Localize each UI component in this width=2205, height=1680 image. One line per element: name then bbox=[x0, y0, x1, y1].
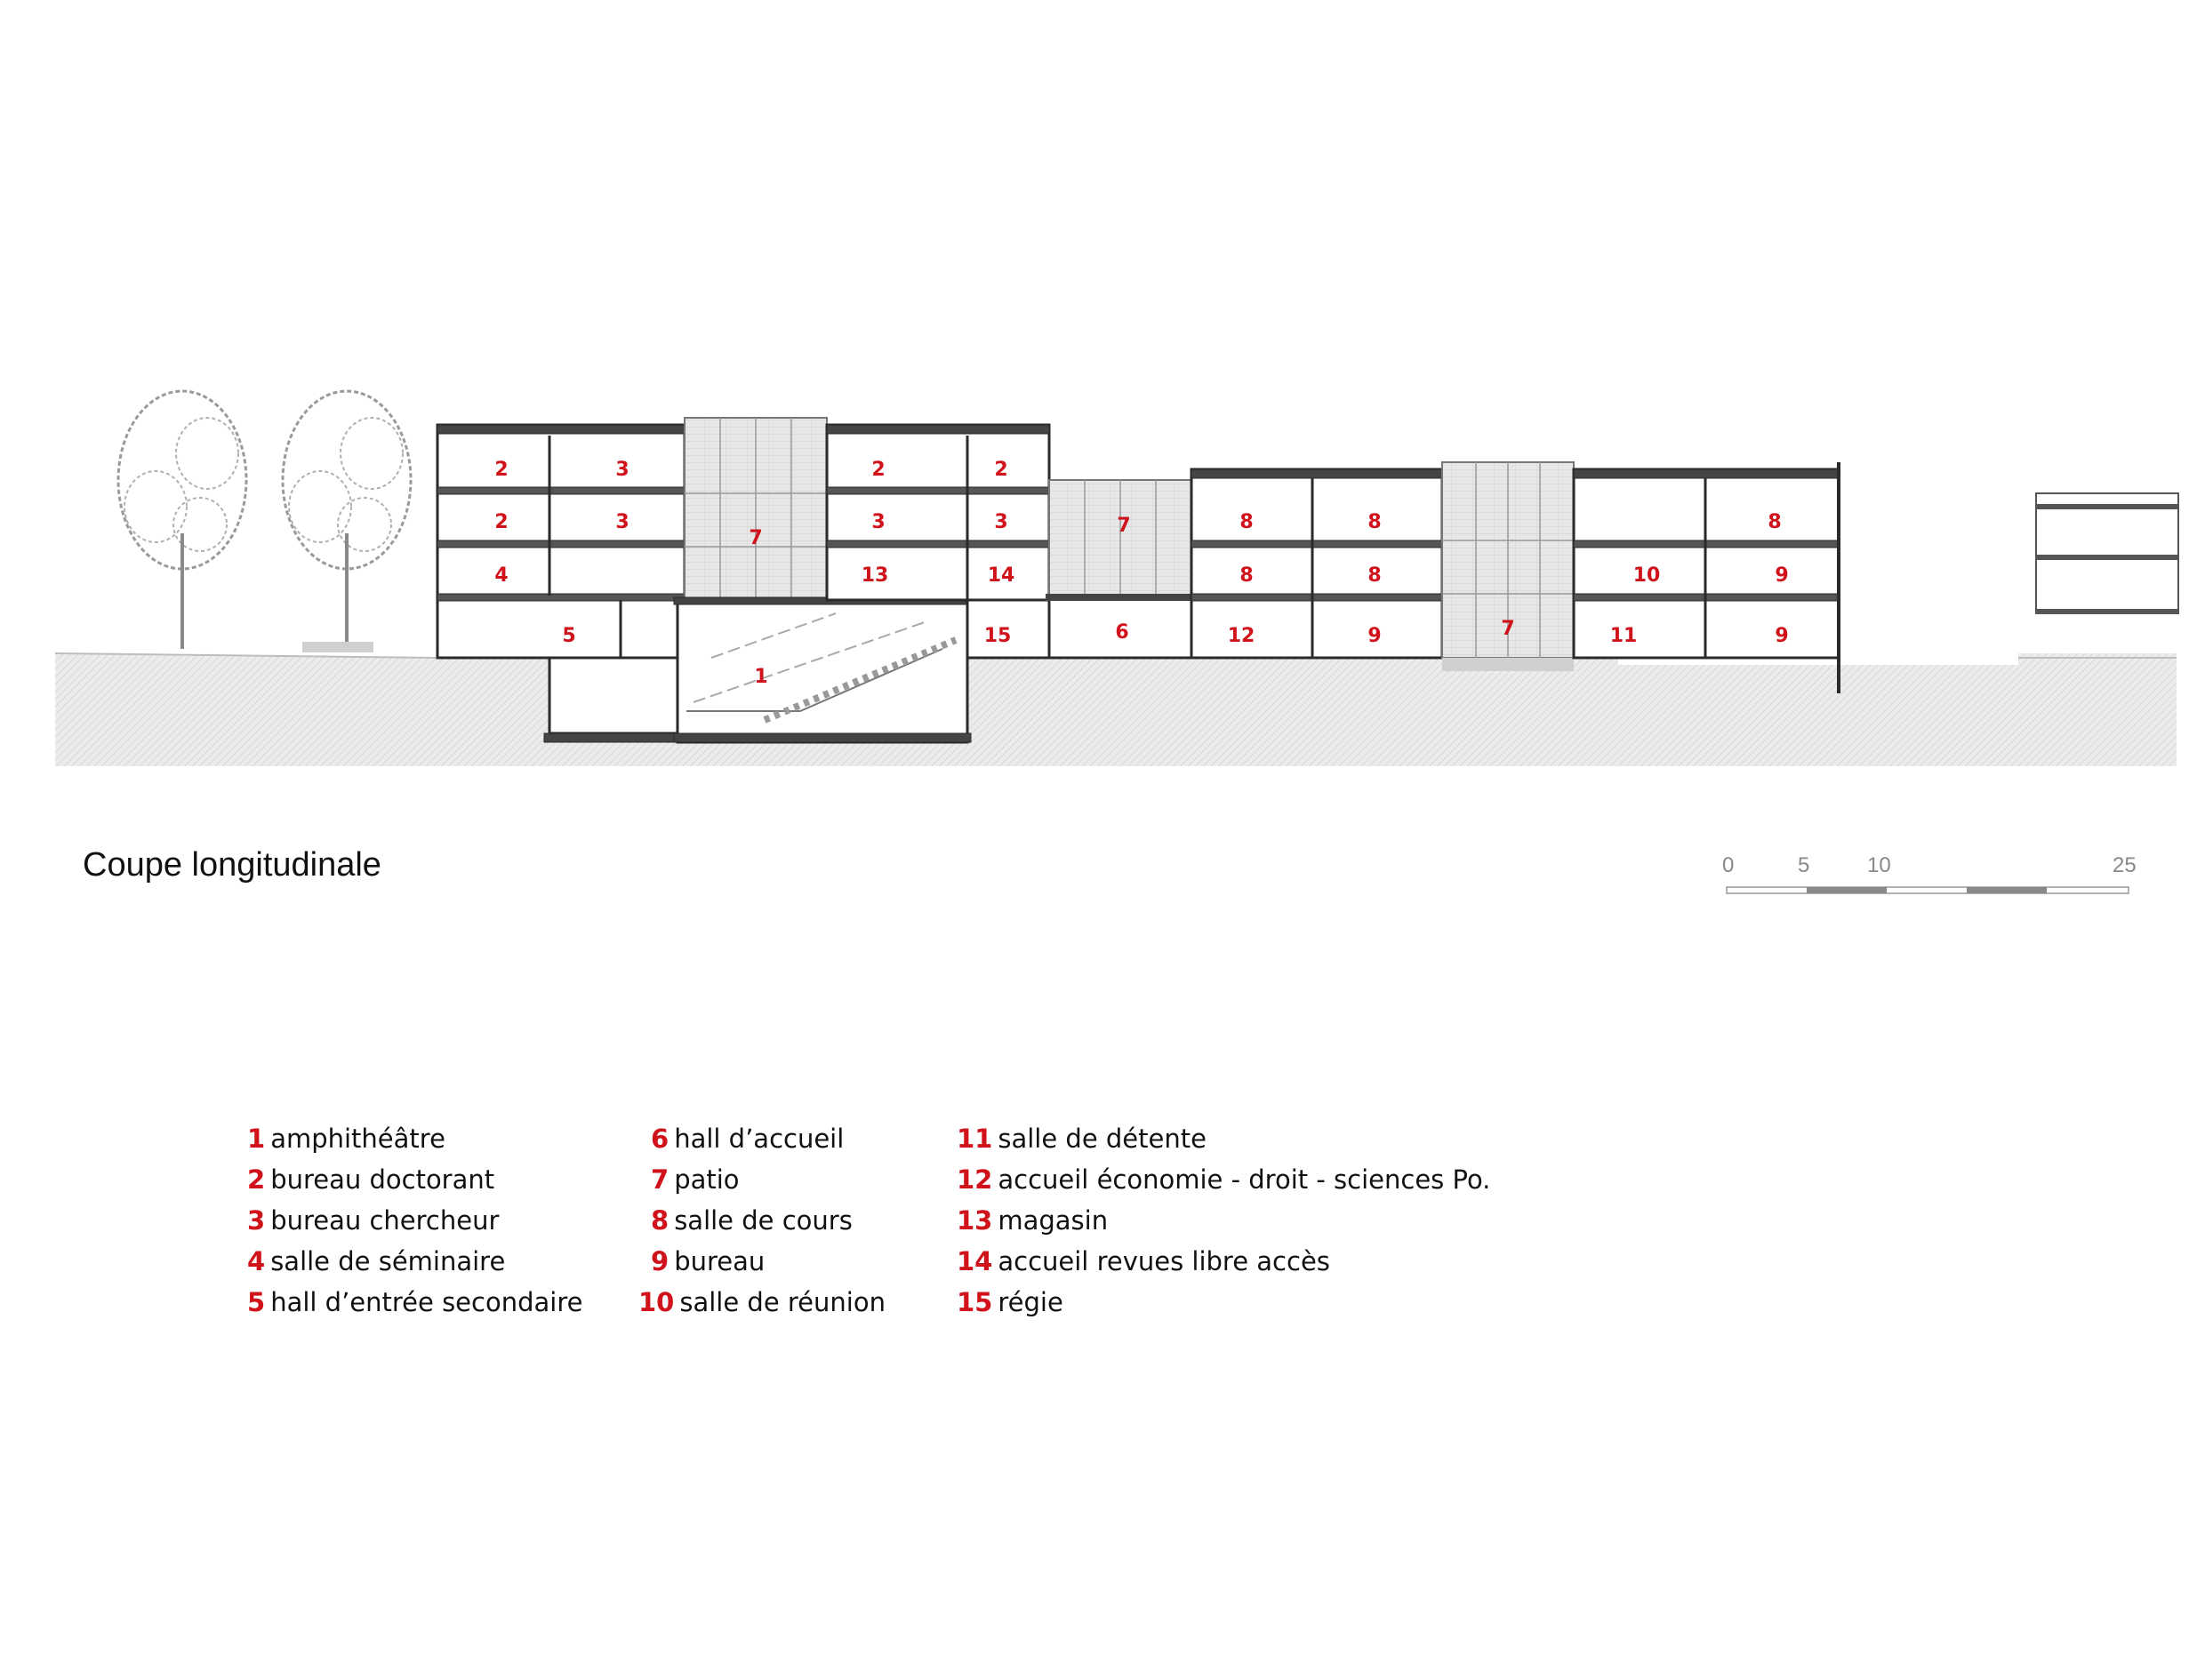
room-tag: 3 bbox=[615, 511, 629, 533]
room-tag: 6 bbox=[1115, 621, 1129, 644]
room-tag: 3 bbox=[871, 511, 886, 533]
room-tag: 15 bbox=[983, 625, 1012, 647]
legend-item: 10 salle de réunion bbox=[638, 1287, 886, 1317]
room-tag: 10 bbox=[1632, 564, 1661, 587]
legend-item: 7 patio bbox=[651, 1164, 740, 1195]
legend-item: 11 salle de détente bbox=[957, 1124, 1207, 1154]
room-tag: 8 bbox=[1367, 511, 1382, 533]
room-tag: 12 bbox=[1227, 625, 1255, 647]
legend-item: 12 accueil économie - droit - sciences Po. bbox=[957, 1164, 1491, 1195]
room-tag: 2 bbox=[494, 459, 509, 481]
room-tag: 4 bbox=[494, 564, 509, 587]
room-tag: 13 bbox=[861, 564, 889, 587]
legend-item: 14 accueil revues libre accès bbox=[957, 1246, 1330, 1276]
scale-label: 5 bbox=[1798, 853, 1810, 877]
room-tag: 9 bbox=[1775, 564, 1789, 587]
room-tag: 8 bbox=[1239, 564, 1254, 587]
legend-item: 5 hall d’entrée secondaire bbox=[247, 1287, 583, 1317]
legend-item: 15 régie bbox=[957, 1287, 1063, 1317]
room-tag: 9 bbox=[1775, 625, 1789, 647]
room-tag: 1 bbox=[754, 666, 768, 688]
room-tag: 8 bbox=[1768, 511, 1782, 533]
tree-icon bbox=[118, 391, 246, 649]
room-tag: 7 bbox=[1501, 618, 1515, 640]
legend-item: 8 salle de cours bbox=[651, 1205, 853, 1236]
scale-label: 25 bbox=[2113, 853, 2137, 877]
room-tag: 11 bbox=[1609, 625, 1638, 647]
room-tag: 2 bbox=[994, 459, 1008, 481]
patio-a bbox=[685, 418, 827, 600]
amphitheatre bbox=[674, 597, 971, 742]
room-tag: 3 bbox=[615, 459, 629, 481]
room-tag: 2 bbox=[494, 511, 509, 533]
legend-item: 2 bureau doctorant bbox=[247, 1164, 495, 1195]
room-tag: 8 bbox=[1367, 564, 1382, 587]
room-tag: 9 bbox=[1367, 625, 1382, 647]
room-tag: 7 bbox=[1117, 515, 1131, 537]
room-tag: 14 bbox=[987, 564, 1015, 587]
neighbour-building bbox=[2036, 493, 2178, 613]
block-d bbox=[1574, 462, 1839, 693]
scale-label: 10 bbox=[1867, 853, 1891, 877]
scale-label: 0 bbox=[1722, 853, 1735, 877]
scale-bar bbox=[1727, 887, 2129, 893]
legend-item: 13 magasin bbox=[957, 1205, 1109, 1236]
legend-item: 4 salle de séminaire bbox=[247, 1246, 506, 1276]
room-tag: 7 bbox=[749, 527, 763, 549]
bench bbox=[302, 642, 373, 652]
legend-item: 6 hall d’accueil bbox=[651, 1124, 845, 1154]
room-tag: 2 bbox=[871, 459, 886, 481]
drawing-title: Coupe longitudinale bbox=[83, 846, 381, 884]
legend-item: 3 bureau chercheur bbox=[247, 1205, 500, 1236]
tree-icon bbox=[283, 391, 411, 649]
legend-item: 9 bureau bbox=[651, 1246, 766, 1276]
room-tag: 3 bbox=[994, 511, 1008, 533]
ground bbox=[55, 653, 2177, 766]
legend-item: 1 amphithéâtre bbox=[247, 1124, 445, 1154]
room-tag: 8 bbox=[1239, 511, 1254, 533]
room-tag: 5 bbox=[562, 625, 576, 647]
